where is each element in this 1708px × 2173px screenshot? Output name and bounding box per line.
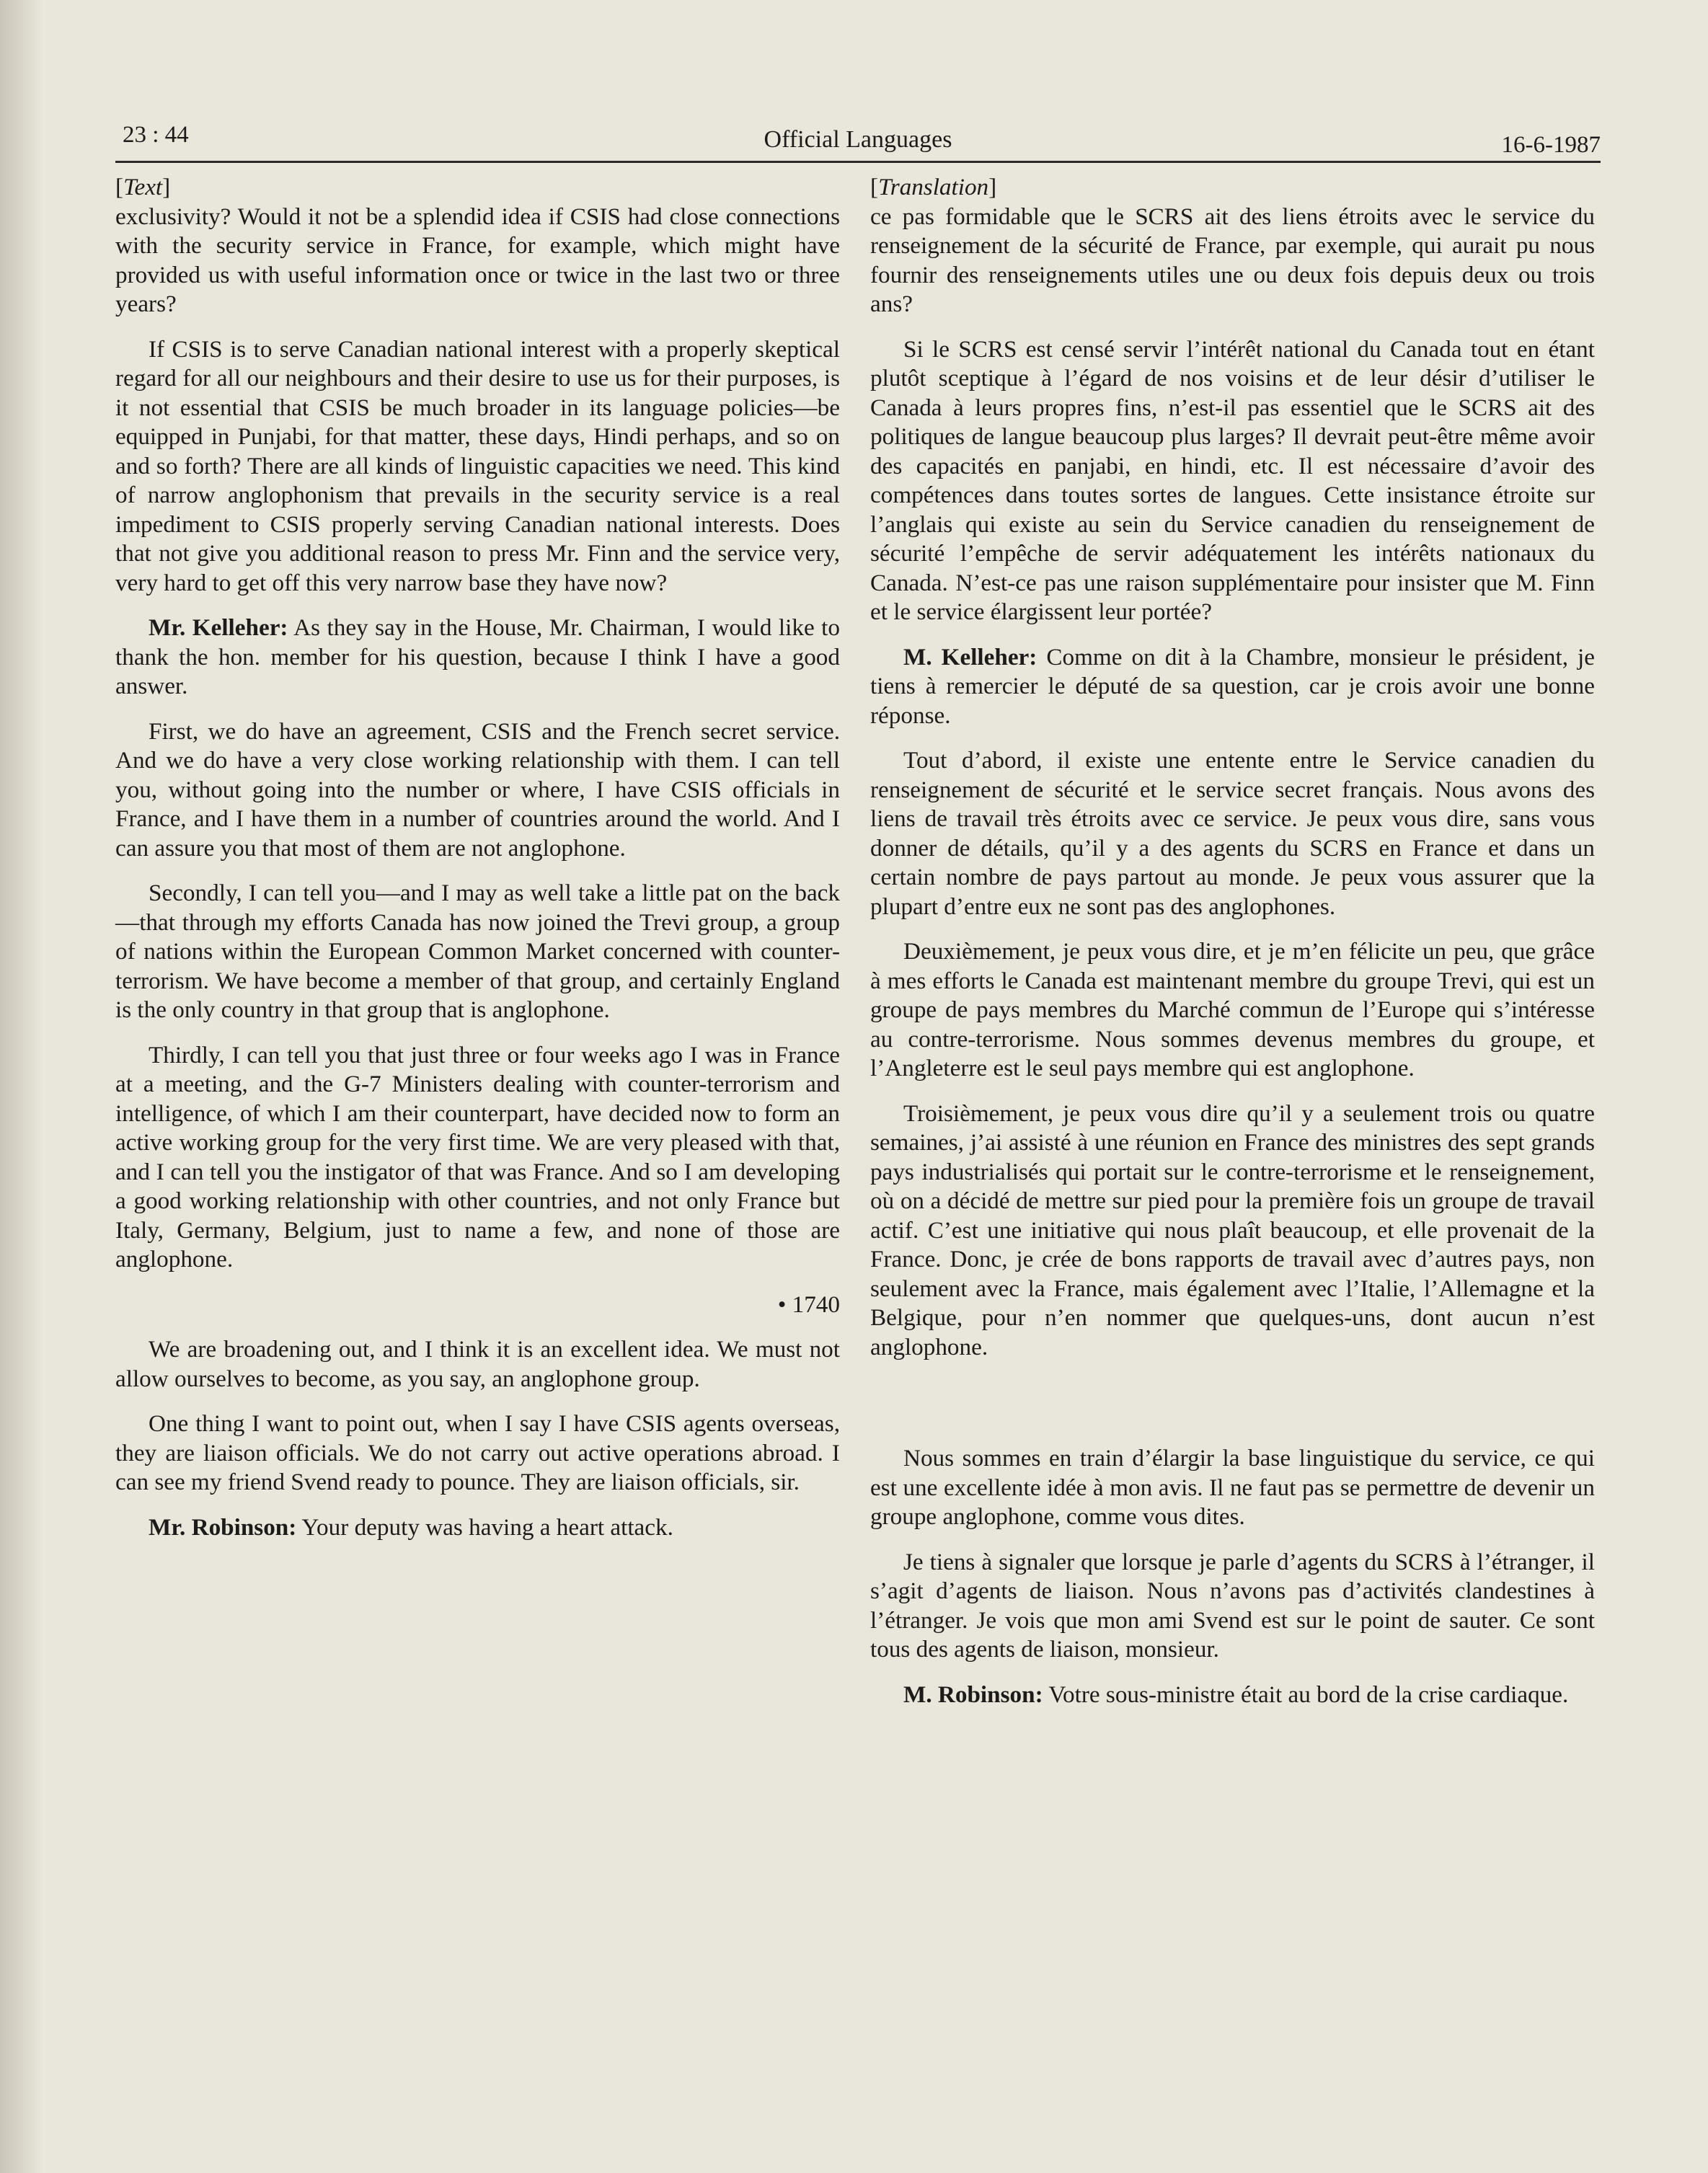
paragraph: exclusivity? Would it not be a splendid idea if CSIS had close connections with the security service in France, for example, which might have provided us with useful information once or twice in the last two or three years? xyxy=(115,203,840,317)
running-title: Official Languages xyxy=(764,126,952,153)
speaker-paragraph xyxy=(115,614,840,702)
text-label: [Text] xyxy=(115,174,171,200)
paragraph: Si le SCRS est censé servir l’intérêt national du Canada tout en étant plutôt sceptique à l’égard de nos voisins et de leur désir d’utiliser le Canada à leurs propres fins, n’est-il pas essentiel que le SCRS ait des politiques de langue beaucoup plus larges? Il devrait peut-être même avoir des capacités en panjabi, en hindi, etc. Il est nécessaire d’avoir des compétences dans toutes sortes de langues. Cette insistance étroite sur l’anglais qui existe au sein du Service canadien du renseignement de sécurité l’empêche de servir adéquatement les intérêts nationaux du Canada. N’est-ce pas une raison supplémentaire pour insister que M. Finn et le service élargissent leur portée? xyxy=(870,335,1595,625)
header-rule xyxy=(115,161,1601,163)
page-date: 16-6-1987 xyxy=(1501,132,1601,158)
paragraph: First, we do have an agreement, CSIS and the French secret service. And we do have a very close working relationship with them. I can tell you, without going into the number or where, I have CSIS officials in France, and I have them in a number of countries around the world. And I can assure you that most of them are not anglophone. xyxy=(115,717,840,862)
speech-text: Comme on dit à la Chambre, monsieur le président, je tiens à remercier le député de sa question, car je crois avoir une bonne réponse. xyxy=(870,643,1595,729)
paragraph: We are broadening out, and I think it is an excellent idea. We must not allow ourselves to become, as you say, an anglophone group. xyxy=(115,1336,840,1392)
paragraph: Deuxièmement, je peux vous dire, et je m’en félicite un peu, que grâce à mes efforts le Canada est maintenant membre du groupe Trevi, qui est un groupe de pays membres du Marché commun de l’Europe qui s’intéresse au contre-terrorisme. Nous sommes devenus membres du groupe, et l’Angleterre est le seul pays membre qui est anglophone. xyxy=(870,938,1595,1081)
speaker-name: M. Robinson: xyxy=(903,1681,1043,1708)
timestamp-spacer xyxy=(870,1378,1595,1444)
paragraph: Troisièmement, je peux vous dire qu’il y a seulement trois ou quatre semaines, j’ai assisté à une réunion en France des ministres des sept grands pays industrialisés qui portait sur le contre-terrorisme et le renseignement, où on a décidé de mettre sur pied pour la première fois un groupe de travail actif. C’est une initiative qui nous plaît beaucoup, et elle provenait de la France. Donc, je crée de bons rapports de travail avec d’autres pays, non seulement avec la France, mais également avec l’Italie, l’Allemagne et la Belgique, pour n’en nommer que quelques-uns, dont aucun n’est anglophone. xyxy=(870,1099,1595,1360)
speaker-paragraph xyxy=(870,643,1595,731)
speaker-paragraph xyxy=(870,1681,1595,1710)
paragraph: ce pas formidable que le SCRS ait des liens étroits avec le service du renseignement de la sécurité de France, par exemple, qui aurait pu nous fournir des renseignements utiles une ou deux fois depuis deux ou trois ans? xyxy=(870,203,1595,317)
speech-text: As they say in the House, Mr. Chairman, I would like to thank the hon. member for his question, because I think I have a good answer. xyxy=(115,614,840,699)
paragraph: Secondly, I can tell you—and I may as well take a little pat on the back—that through my efforts Canada has now joined the Trevi group, a group of nations within the European Common Market concerned with counter-terrorism. We have become a member of that group, and certainly England is the only country in that group that is anglophone. xyxy=(115,880,840,1023)
timestamp: • 1740 xyxy=(777,1291,840,1318)
speaker-name: Mr. Robinson: xyxy=(149,1513,297,1541)
speaker-name: M. Kelleher: xyxy=(903,643,1037,671)
paragraph: Nous sommes en train d’élargir la base linguistique du service, ce qui est une excellente idée à mon avis. Il ne faut pas se permettre de devenir un groupe anglophone, comme vous dites. xyxy=(870,1445,1595,1530)
paragraph: Je tiens à signaler que lorsque je parle d’agents du SCRS à l’étranger, il s’agit d’agents de liaison. Nous n’avons pas d’activités clandestines à l’étranger. Je vois que mon ami Svend est sur le point de sauter. Ce sont tous des agents de liaison, monsieur. xyxy=(870,1548,1595,1663)
speech-text: Your deputy was having a heart attack. xyxy=(301,1513,673,1541)
translation-label-word: Translation xyxy=(878,174,989,200)
speaker-name: Mr. Kelleher: xyxy=(149,614,288,641)
speaker-paragraph xyxy=(115,1513,840,1543)
page-header xyxy=(115,119,1601,162)
french-column xyxy=(870,173,1595,1725)
translation-label: [Translation] xyxy=(870,174,997,200)
page-edge-shadow xyxy=(0,0,43,2173)
english-column xyxy=(115,173,840,1558)
paragraph: Thirdly, I can tell you that just three or four weeks ago I was in France at a meeting, and the G-7 Ministers dealing with counter-terrorism and intelligence, of which I am their counterpart, have decided now to form an active working group for the very first time. We are very pleased with that, and I can tell you the instigator of that was France. And so I am developing a good working relationship with other countries, and not only France but Italy, Germany, Belgium, just to name a few, and none of those are anglophone. xyxy=(115,1041,840,1273)
paragraph: If CSIS is to serve Canadian national interest with a properly skeptical regard for all our neighbours and their desire to use us for their purposes, is it not essential that CSIS be much broader in its language policies—be equipped in Punjabi, for that matter, these days, Hindi perhaps, and so on and so forth? There are all kinds of linguistic capacities we need. This kind of narrow anglophonism that prevails in the security service is a real impediment to CSIS properly serving Canadian national interests. Does that not give you additional reason to press Mr. Finn and the service very, very hard to get off this very narrow base they have now? xyxy=(115,335,840,596)
page-number: 23 : 44 xyxy=(123,122,189,148)
speech-text: Votre sous-ministre était au bord de la crise cardiaque. xyxy=(1048,1681,1569,1708)
text-label-word: Text xyxy=(123,174,163,200)
paragraph: One thing I want to point out, when I say I have CSIS agents overseas, they are liaison officials. We do not carry out active operations abroad. I can see my friend Svend ready to pounce. They are liaison officials, sir. xyxy=(115,1410,840,1495)
paragraph: Tout d’abord, il existe une entente entre le Service canadien du renseignement de sécurité et le service secret français. Nous avons des liens de travail très étroits avec ce service. Je peux vous dire, sans vous donner de détails, qu’il y a des agents du SCRS en France et dans un certain nombre de pays partout au monde. Je peux vous assurer que la plupart d’entre eux ne sont pas des anglophones. xyxy=(870,747,1595,920)
